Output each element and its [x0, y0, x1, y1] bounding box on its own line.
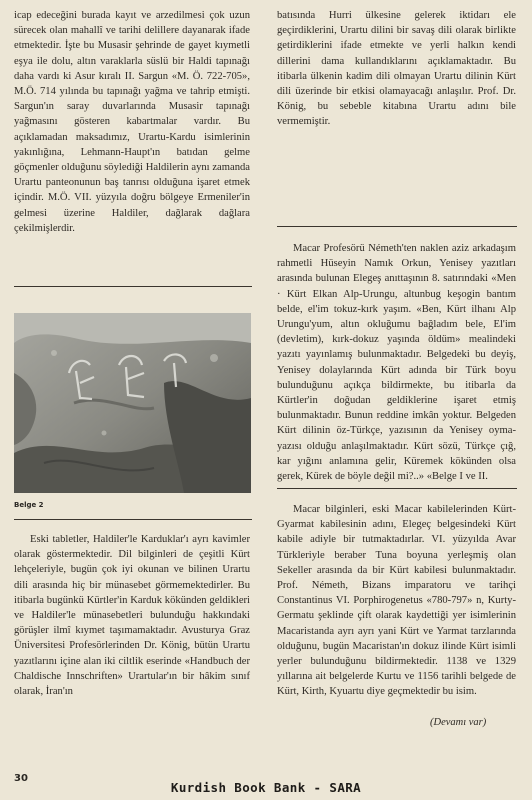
paragraph: Macar bilginleri, eski Macar kabilelerinden Kürt-Gyarmat kabilesinin adını, Elegeç belgesindeki Kürt kabile adiyle bir tutmaktadırlar. VI. yüzyılda Avar Türkleriyle beraber Tuna boyuna yerleşmiş olan Sekeller arasında da bir Kürt kabilesi bulunmaktadır. Prof. Németh, Bizans imparatoru ve tarihçi Constantinus VI. Porphirogenetus «780-797» n, Kurty-Germatu şeklinde çift olarak kaydettiği yer isimlerinin Macaristanda ayrı ayrı yani Kürt ve Yarmat tarzlarında olduğunu, bugün Macaristan'ın dokuz ilinde Kürt isimli yerler bulunduğunu bildirmektedir. 1138 ve 1329 yıllarına ait belgelerde Kurtu ve 1156 tarihli belgede de Kürt, Kirth, Kyuartu diye geçmektedir bu isim.	[277, 504, 516, 698]
paragraph: batısında Hurri ülkesine gelerek iktidarı ele geçirdiklerini, Urartu dilini bir savaş dili olarak birlikte getirdiklerini ifade etmekte ve yerli halkın kendi dillerini dama kullandıklarını açıklamaktadır. Bu itibarla ülkenin kadim dili olmayan Urartu dilinin Kürt dili üzerinde bir etkisi olamayacağı anlaşılır. Prof. Dr. König, bu sebeble kitabına Urartu adını bile vermemiştir.	[277, 10, 516, 128]
rock-carving-image	[14, 313, 251, 493]
footer-text: Kurdish Book Bank - SARA	[170, 780, 362, 795]
section-divider	[277, 226, 517, 227]
paragraph: Eski tabletler, Haldiler'le Karduklar'ı ayrı kavimler olarak göstermektedir. Dil bilginleri de çeşitli Kürt lehçeleriyle, bugün çok iyi okunan ve bilinen Urartu dili arasında hiç bir münasebet görmemektedirler. Bu itibarla bugünkü Kürtler'in Karduk kökünden geldikleri ve Haldiler'le münasebetleri bulunduğu hakkındaki görüşler ilmî kıymet taşımamaktadır. Avusturya Graz Üniversitesi Profesörlerinden Dr. König, bütün Urartu yazıtlarını içine alan iki ciltlik eserinde «Handbuch der Chaldische Innschriften» Urartular'ın bir hâkim sınıf olarak, İran'ın	[14, 534, 250, 698]
right-column-bottom	[277, 502, 516, 700]
paragraph: Macar Profesörü Németh'ten naklen aziz arkadaşım rahmetli Hüseyin Namık Orkun, Yenisey yazıtları arasında bulunan Elegeş anıttaşının 8. satırındaki «Men · Kürt Elkan Alp-Urungu, altunbug keşogin bantım belde, el'im tokuz-kırk yaşım. «Ben, Kürt ilhanı Alp Urungu'yum, altın okluğumu bağladım bele, El'im (devletim), kırk-dokuz yaşında öldüm» mealindeki yazıtı yayınlamış bulunmaktadır. Belgedeki bu deyiş, Yenisey dolaylarında Kürt adında bir Türk boyu bulunduğunu açıkça bildirmekte, bu itibarla da Kürtler'in doğudan geldiklerine işaret etmiş bulunmaktadır. Bunun reddine imkân yoktur. Belgeden Kürt dilinin öz-Türkçe, yazısının da Yenisey oyma-yazısı olduğu anlaşılmaktadır. Kürt sözü, Türkçe çığ, kar yığını anlamına gelir, Küremek kökünden olsa gerek, Kürek de böyle değil mi?..» «Belge I ve II.	[277, 243, 516, 483]
right-column-middle	[277, 241, 516, 484]
section-divider	[277, 488, 517, 489]
left-column-bottom	[14, 532, 250, 699]
rock-carving-photo	[14, 313, 251, 493]
left-column-top	[14, 8, 250, 236]
footer-watermark	[0, 780, 532, 795]
paragraph: icap edeceğini burada kayıt ve arzedilmesi çok uzun sürecek olan mahallî ve tarihi delillere dayanarak ifade etmektedir. İşte bu Musasir şehrinde de gayet kıymetli eşya ile dolu, altın varaklarla süslü bir Haldi tapınağı daha vardı ki Asur kıralı II. Sargun «M. Ö. 722-705», M.Ö. 714 yılında bu tapınağı yağma ve tahrip etmişti. Sargun'ın saray duvarlarında Musasir tapınağı yağmasını gösteren kabartmalar vardır. Bu açıklamadan maksadımız, Urartu-Kardu isimlerinin yakınlığına, Lehmann-Haupt'ın batıdan gelme göçmenler olduğunu söylediği Haldilerin aynı zamanda Urartu panteonunun baş tanrısı olduğuna işaret etmek içindir. M.Ö. VII. yüzyıla doğru bölgeye Ermeniler'in gelmesi üzerine Haldiler, dağlarak dağlara çekilmişlerdir.	[14, 10, 250, 234]
figure-caption: Belge 2	[14, 501, 44, 509]
page-number: 30	[14, 773, 28, 784]
right-column	[277, 8, 516, 130]
section-divider	[14, 519, 252, 520]
section-divider	[14, 286, 252, 287]
continued-note: (Devamı var)	[430, 717, 487, 728]
